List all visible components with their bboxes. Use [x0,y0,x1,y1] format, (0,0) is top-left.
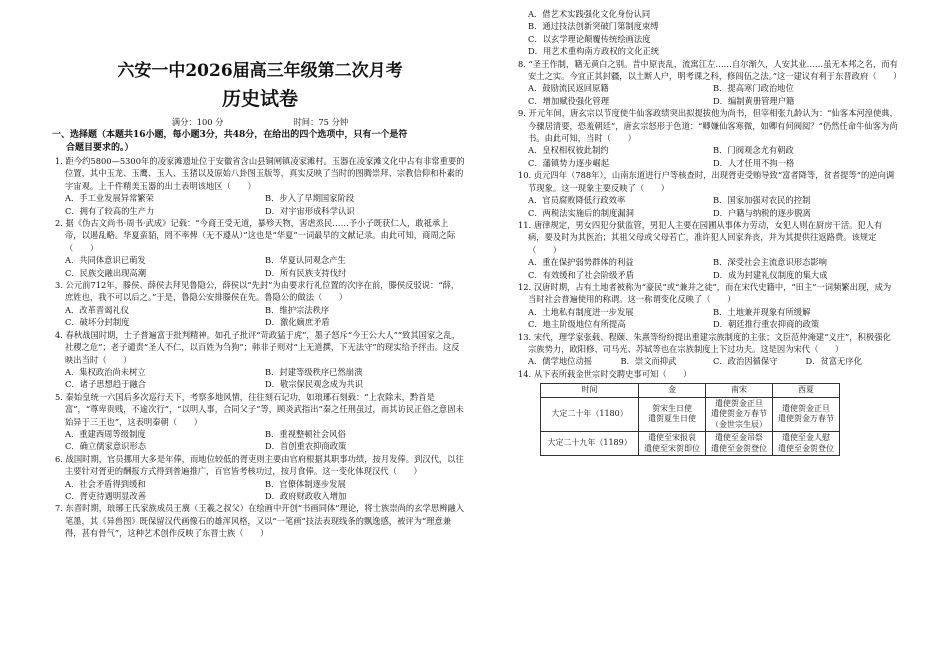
option-C[interactable]: C．诸子思想趋于融合 [65,379,147,390]
option-B[interactable]: B．崇文而抑武 [620,356,677,367]
option-A[interactable]: A．皇权相权彼此制约 [528,145,609,156]
option-list [55,428,465,453]
question-10 [518,169,898,219]
question-3 [55,279,465,329]
option-D[interactable]: D．首创重农抑商政策 [265,441,347,452]
question-stem: 5. 秦始皇统一六国后多次巡行天下，考察多地风情，往往刻石记功，如琅琊石刻载：“上农除末，黔首是富”，“尊卑贵贱，不逾次行”，“以明人事，合同父子”等，顾炎武指出“秦之任刑虽过，而其访民正俗之意固未始异于三王也”，这表明秦朝（ ） [55,391,464,427]
option-C[interactable]: C．以玄学理论颠覆传统绘画法度 [528,33,651,44]
exam-title: 六安一中2026届高三年级第二次月考 [117,61,403,81]
question-9 [518,107,898,169]
question-12 [518,281,898,331]
option-list [55,192,465,217]
option-D[interactable]: D．所有民族支持伐纣 [265,267,347,278]
option-list [518,256,898,281]
question-stem: 6. 战国时期，官员挪用大多是年俸，而地位较低的胥吏则主要由官府根据其职事功绩，按月发俸。到汉代，以往主要针对胥吏的酬报方式得到普遍推广，百官皆考核功过，按月食俸。这一变化体现汉代（ ） [55,453,464,477]
left-question-list [55,155,465,540]
question-stem: 1. 距今约5800—5300年的凌家滩遗址位于安徽省含山县铜闸镇凌家滩村。玉器在凌家滩文化中占有非常重要的位置，其中玉龙、玉鹰、玉人、玉猪以及原始八卦图玉版等，真实反映了当时的图腾崇拜、宗教信仰和朴素的宇宙观。上千件精美玉器的出土表明该地区（ ） [55,156,465,191]
option-D[interactable]: D．激化嫡庶矛盾 [265,317,330,328]
option-B[interactable]: B．官僚体制逐步发展 [265,478,346,489]
table-row [541,397,840,432]
question-stem: 8. “圣王作制，籍无黄白之别。昔中原丧乱，流寓江左……自尔渐久，人安其业……虽无本邦之名，而有安土之实。今宜正其封疆，以土断人户，明考课之科，修闾伍之法。”这一建议有利于东晋政府（ ） [518,58,902,82]
question-stem: 2. 据《伪古文尚书·周书·武成》记载：“今商王受无道，暴殄天物，害虐烝民……予小子既获仁人，敢祗承上帝，以遏乱略。华夏蛮貊，罔不率俾（无不遵从）”这也是“华夏”一词最早的文献记录。由此可知，商周之际（ ） [55,218,456,253]
exam-meta [55,116,465,128]
option-D[interactable]: D．人才任用不拘一格 [713,157,795,168]
section-heading [52,129,465,155]
option-A[interactable]: A．改革晋谒礼仪 [65,304,130,315]
option-D[interactable]: D．编制黄册管理户籍 [713,95,795,106]
option-C[interactable]: C．拥有了较高的生产力 [65,205,155,216]
option-C[interactable]: C．地主阶级地位有所提高 [528,319,626,330]
option-list [518,355,898,367]
table-header-cell: 南宋 [706,384,773,398]
question-4 [55,329,465,391]
question-14 [518,368,898,380]
option-A[interactable]: A．重建西周等级制度 [65,428,146,439]
option-list [55,254,465,279]
option-A[interactable]: A．重在保护弱势群体的利益 [528,257,634,268]
option-B[interactable]: B．提高寒门政治地位 [713,83,794,94]
option-B[interactable]: B．通过技法创新突破门第制度束缚 [528,21,659,32]
question-stem: 3. 公元前712年，滕侯、薛侯去拜见鲁隐公，薛侯以“先封”为由要求行礼位置的次序在前，滕侯反驳说：“薛，庶姓也，我不可以后之。”于是，鲁隐公安排滕侯在先。鲁隐公的做法（ ） [55,280,460,303]
section-line2: 合题目要求的。） [66,143,134,153]
table-header-cell: 西夏 [773,384,840,398]
table-header-cell: 金 [639,384,706,398]
option-list [518,144,898,169]
option-list [518,82,898,107]
option-B[interactable]: B．重视整顿社会风俗 [265,428,346,439]
table-cell: 遣使贺金正旦 遣使贺金万春节 [773,397,840,432]
option-C[interactable]: C．确立儒家意识形态 [65,441,147,452]
question-stem: 4. 春秋战国时期，士子普遍富于批判精神。如孔子批评“苛政猛于虎”，墨子怒斥“今王公大人”“致其国家之乱，社稷之危”；老子谴责“圣人不仁，以百姓为刍狗”；韩非子则对“上无道撰，下无法守”的现实给予抨击。这反映出当时（ ） [55,329,461,365]
question-2 [55,217,465,279]
time-label: 时间：75 分钟 [293,117,349,127]
table-header-row [541,384,840,398]
question-13 [518,331,898,368]
option-D[interactable]: D．朝廷推行重农抑商的政策 [713,319,820,330]
option-B[interactable]: B．维护宗法秩序 [265,304,330,315]
option-C[interactable]: C．政治因循保守 [713,356,778,367]
option-C[interactable]: C．两税法实施后的制度漏洞 [528,207,634,218]
question-stem: 14. 从下表所载金世宗时交聘史事可知（ ） [518,368,692,379]
option-A[interactable]: A．共同体意识已萌发 [65,255,146,266]
option-B[interactable]: B．步入了早期国家阶段 [265,193,355,204]
table-cell: 贺宋生日使 遣贺夏生日使 [639,397,706,432]
question-6 [55,453,465,503]
option-C[interactable]: C．藩镇势力逐步崛起 [528,157,610,168]
option-D[interactable]: D．贫富无序化 [805,356,862,367]
option-list [55,304,465,329]
option-B[interactable]: B．华夏认同观念产生 [265,255,346,266]
option-B[interactable]: B．深受社会主流意识形态影响 [713,257,827,268]
option-D[interactable]: D．政府财政收入增加 [265,490,347,501]
option-B[interactable]: B．土地兼并现象有所缓解 [713,306,811,317]
table-cell: 遣使贺金正旦 遣使贺金万春节 （金世宗生辰） [706,397,773,432]
score-label: 满分：100 分 [171,117,224,127]
option-D[interactable]: D．敬宗保民观念成为共识 [265,379,363,390]
question-5 [55,391,465,453]
exam-subject: 历史试卷 [221,88,298,110]
option-A[interactable]: A．土地私有制度进一步发展 [528,306,634,317]
option-C[interactable]: C．有效缓和了社会阶级矛盾 [528,269,634,280]
question-1 [55,155,465,217]
question-8 [518,58,902,108]
table-cell: 遣使至金人慰 遣使至金贺登位 [773,432,840,456]
section-line1: 一、选择题（本题共16小题，每小题3分，共48分，在给出的四个选项中，只有一个是符 [52,130,408,140]
right-column [518,8,902,456]
option-B[interactable]: B．封建等级秩序已然崩溃 [265,366,363,377]
option-C[interactable]: C．胥吏待遇明显改善 [65,490,147,501]
question-stem: 13. 宋代，理学家张载、程颐、朱熹等纷纷提出重建宗族制度的主张；文臣范仲淹建“义庄”，积极强化宗族势力，欧阳修、司马光、苏轼等也在宗族制度上下过功夫。这是因为宋代（ ） [518,331,891,354]
option-B[interactable]: B．门阀观念尤有朝政 [713,145,794,156]
right-question-list [518,8,902,380]
option-D[interactable]: D．成为封建礼仪制度的集大成 [713,269,828,280]
option-list [518,306,898,331]
option-B[interactable]: B．国家加强对农民的控制 [713,195,811,206]
option-A[interactable]: A．官员腐败降低行政效率 [528,195,626,206]
table-cell: 大定二十年（1180） [541,397,639,432]
option-A[interactable]: A．儒学地位动摇 [528,356,593,367]
option-A[interactable]: A．集权政治尚未树立 [65,366,146,377]
option-D[interactable]: D．对宇宙形成科学认识 [265,205,355,216]
option-D[interactable]: D．用艺术重构南方政权的文化正统 [528,46,660,57]
question-stem: 9. 开元年间，唐玄宗以节度使牛仙客政绩突出拟提拔他为尚书，但宰相张九龄认为：“仙客本河湟使典，今骤居清要，恐羞朝廷”，唐玄宗怒形于色道：“卿嫌仙客寒微，如卿有何阀阅？”仍然任命牛仙客为尚书。由此可知，当时（ ） [518,108,898,144]
table-header-cell: 时间 [541,384,639,398]
option-A[interactable]: A．借艺术实践强化文化身份认同 [528,9,651,19]
option-C[interactable]: C．民族交融出现高潮 [65,267,147,278]
question-stem: 12. 汉唐时期，占有土地者被称为“豪民”或“兼并之徒”，而在宋代史籍中，“田主”一词频繁出现，成为当时社会普遍使用的称谓。这一称谓变化反映了（ ） [518,281,892,305]
question-11 [518,219,898,281]
question-stem: 7. 东晋时期，琅琊王氏家族成员王廙（王羲之叔父）在绘画中开创“书画同体”理论，将士族崇尚的玄学思辨融入笔墨，其《异兽图》既保留汉代画像石的雄浑风格，又以“一笔画”技法表现线条的飘逸感，被评为“理意兼得，甚有骨气”，这种艺术创作反映了东晋士族（ ） [55,503,464,539]
table-cell: 遣使至宋报哀 遣使至宋贺即位 [639,432,706,456]
option-list [55,366,465,391]
table-body [541,397,840,456]
question-7 [55,502,465,539]
table-cell: 大定二十九年（1189） [541,432,639,456]
option-C[interactable]: C．破坏分封制度 [65,317,130,328]
left-column [52,60,465,540]
question-stem: 11. 唐律规定，男女四犯分狱监管，男犯人主要在园圃从事体力劳动，女犯人则在厨房干活。犯人有病，要及时为其医治；其祖父母或父母若亡，准许犯人回家奔丧，并为其提供往返路费。该规定（ ） [518,219,883,255]
option-C[interactable]: C．增加赋役强化管理 [528,95,610,106]
option-A[interactable]: A．手工业发展异常繁荣 [65,193,154,204]
option-A[interactable]: A．鼓励流民返回原籍 [528,83,609,94]
option-list [518,194,898,219]
option-A[interactable]: A．社会矛盾得到缓和 [65,478,146,489]
option-list [55,478,465,503]
option-D[interactable]: D．户籍与纳税的逐步脱离 [713,207,811,218]
table-row [541,432,840,456]
question-7 [518,8,898,58]
option-list [518,8,898,58]
table-cell: 遣使至金吊祭 遣使至金贺登位 [706,432,773,456]
diplomacy-table [540,383,840,456]
question-stem: 10. 贞元四年（788年），山南东道进行户等核查时，出现胥吏受贿导致“富者降等，贫者提等”的逆向调节现象。这一现象主要反映了（ ） [518,170,895,193]
